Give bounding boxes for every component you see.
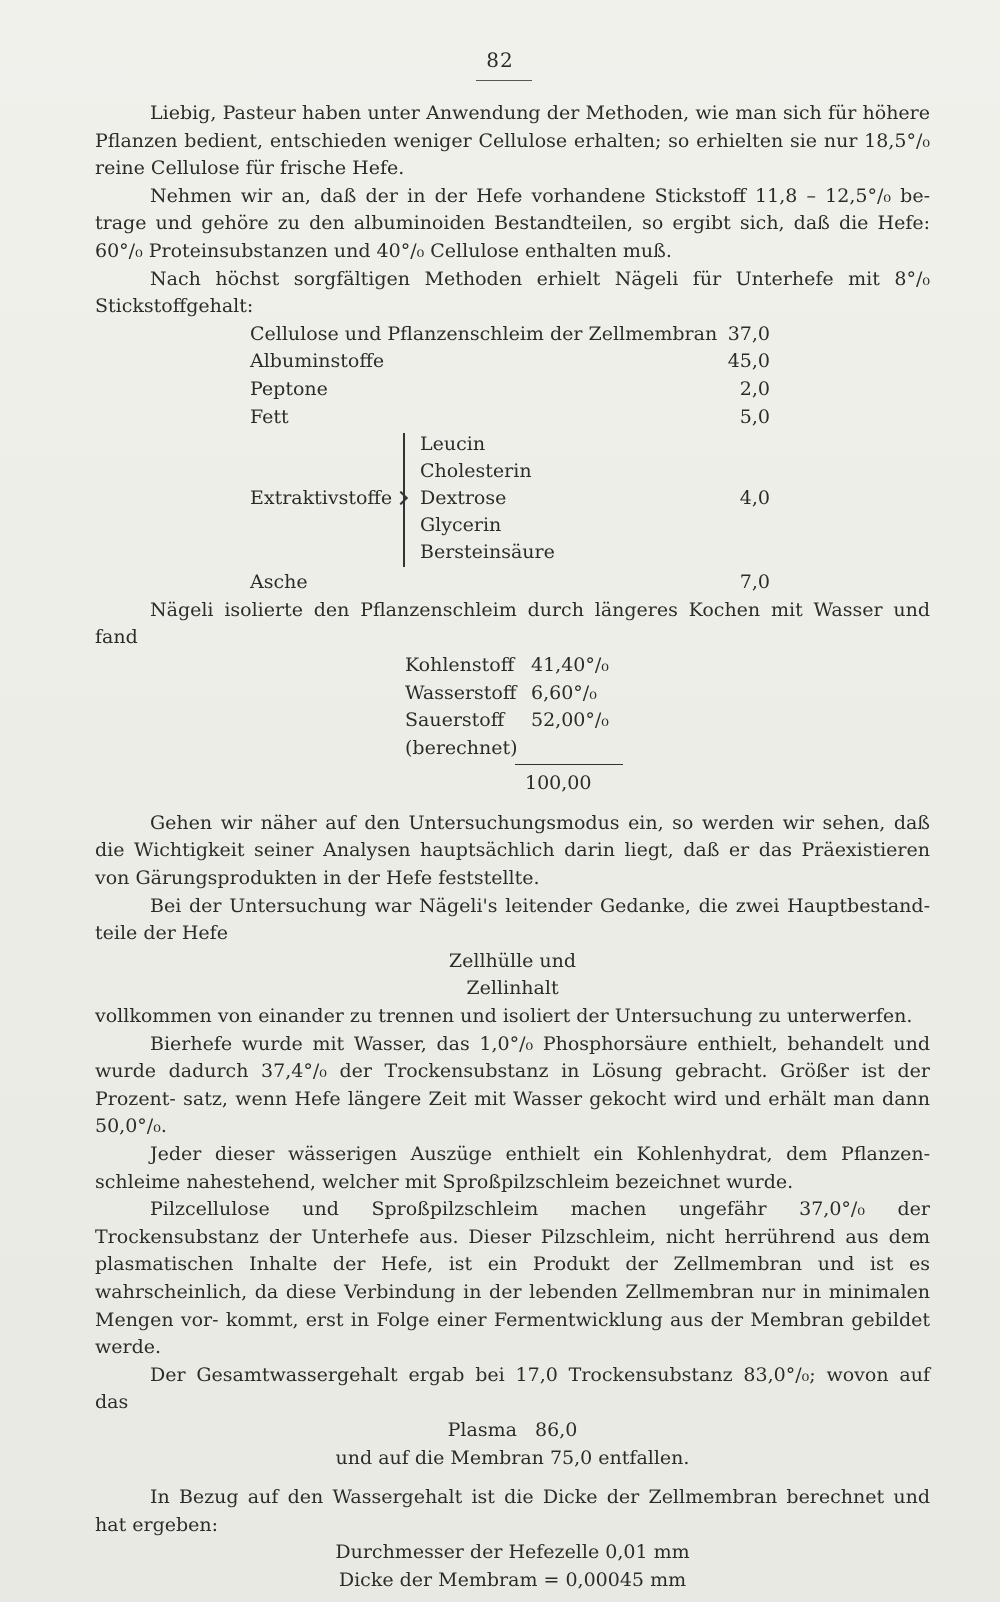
page-number-rule	[476, 80, 532, 81]
extract-label: Extraktivstoffe	[250, 487, 393, 510]
part-item: Zellhülle und	[448, 949, 577, 972]
element-total-row	[95, 770, 930, 798]
parts-list	[95, 948, 930, 1003]
extract-group	[95, 431, 930, 569]
paragraph-dicke: In Bezug auf den Wassergehalt ist die Dicke der Zellmembran berechnet und hat ergeben:	[95, 1486, 930, 1536]
paragraph-gedanke: Bei der Untersuchung war Nägeli's leitender Gedanke, die zwei Hauptbestand- teile der Hefe	[95, 894, 930, 945]
paragraph-liebig: Liebig, Pasteur haben unter Anwendung der Methoden, wie man sich für höhere Pflanzen bedient, entschieden weniger Cellulose erhalten; so erhielten sie nur 18,5°/₀ reine Cellulose für frische Hefe.	[95, 102, 930, 180]
plasma-line: Plasma 86,0	[447, 1418, 578, 1441]
extract-item: Bersteinsäure	[420, 541, 555, 564]
composition-row: Cellulose und Pflanzenschleim der Zellmembran 37,0	[250, 322, 770, 345]
paragraph-auszuege: Jeder dieser wässerigen Auszüge enthielt ein Kohlenhydrat, dem Pflanzen- schleime nahestehend, welcher mit Sproßpilzschleim bezeichnet wurde.	[95, 1143, 930, 1193]
extract-item: Dextrose	[420, 487, 507, 510]
part-item: Zellinhalt	[466, 977, 559, 1000]
paragraph-pflanzenschleim: Nägeli isolierte den Pflanzenschleim durch längeres Kochen mit Wasser und fand	[95, 598, 930, 649]
element-table	[95, 652, 930, 798]
paragraph-pilzcellulose: Pilzcellulose und Sproßpilzschleim machen ungefähr 37,0°/₀ der Trockensubstanz der Unterhefe aus. Dieser Pilzschleim, nicht herrührend aus dem plasmatischen Inhalte der Hefe, ist ein Produkt der Zellmembran und ist es wahrscheinlich, da diese Verbindung in der lebenden Zellmembran nur in minimalen Mengen vor- kommt, erst in Folge einer Fermentwicklung aus der Membran gebildet werde.	[95, 1198, 930, 1359]
composition-table	[95, 321, 930, 597]
composition-row: Albuminstoffe 45,0	[250, 350, 770, 373]
composition-row: Fett 5,0	[250, 405, 770, 428]
paragraph-untersuchungsmodus: Gehen wir näher auf den Untersuchungsmodus ein, so werden wir sehen, daß die Wichtigkeit seiner Analysen hauptsächlich darin liegt, daß er das Präexistieren von Gärungsprodukten in der Hefe feststellte.	[95, 811, 930, 890]
extract-item: Leucin	[420, 433, 486, 456]
document-body	[95, 100, 930, 1595]
paragraph-naegeli-methods: Nach höchst sorgfältigen Methoden erhielt Nägeli für Unterhefe mit 8°/₀ Stickstoffgehalt:	[95, 267, 930, 318]
paragraph-stickstoff: Nehmen wir an, daß der in der Hefe vorhandene Stickstoff 11,8 – 12,5°/₀ be- trage und gehöre zu den albuminoiden Bestandteilen, so ergibt sich, daß die Hefe: 60°/₀ Proteinsubstanzen und 40°/₀ Cellulose enthalten muß.	[95, 184, 930, 262]
brace-icon	[403, 433, 413, 567]
paragraph-trennen: vollkommen von einander zu trennen und isoliert der Untersuchung zu unterwerfen.	[95, 1005, 913, 1028]
membran-line: und auf die Membran 75,0 entfallen.	[335, 1446, 690, 1469]
composition-row: Asche 7,0	[250, 571, 770, 594]
measurement-item: Durchmesser der Hefezelle 0,01 mm	[335, 1541, 690, 1564]
extract-value: 4,0	[739, 487, 770, 510]
element-row: Wasserstoff 6,60°/₀	[405, 681, 597, 704]
sum-rule	[95, 762, 930, 770]
paragraph-bierhefe: Bierhefe wurde mit Wasser, das 1,0°/₀ Phosphorsäure enthielt, behandelt und wurde dadurch 37,4°/₀ der Trockensubstanz in Lösung gebracht. Größer ist der Prozent- satz, wenn Hefe längere Zeit mit Wasser gekocht wird und erhält man dann 50,0°/₀.	[95, 1032, 930, 1138]
extract-item: Glycerin	[420, 514, 502, 537]
measurement-list	[95, 1539, 930, 1594]
element-row: Sauerstoff 52,00°/₀	[405, 709, 609, 732]
page-number: 82	[486, 48, 514, 72]
extract-item: Cholesterin	[420, 460, 532, 483]
paragraph-wassergehalt: Der Gesamtwassergehalt ergab bei 17,0 Trockensubstanz 83,0°/₀; wovon auf das	[95, 1363, 930, 1414]
element-total: 100,00	[525, 772, 592, 795]
measurement-item: Dicke der Membram = 0,00045 mm	[338, 1568, 687, 1591]
element-row: (berechnet)	[405, 736, 518, 759]
composition-row: Peptone 2,0	[250, 377, 770, 400]
element-row: Kohlenstoff 41,40°/₀	[405, 653, 609, 676]
